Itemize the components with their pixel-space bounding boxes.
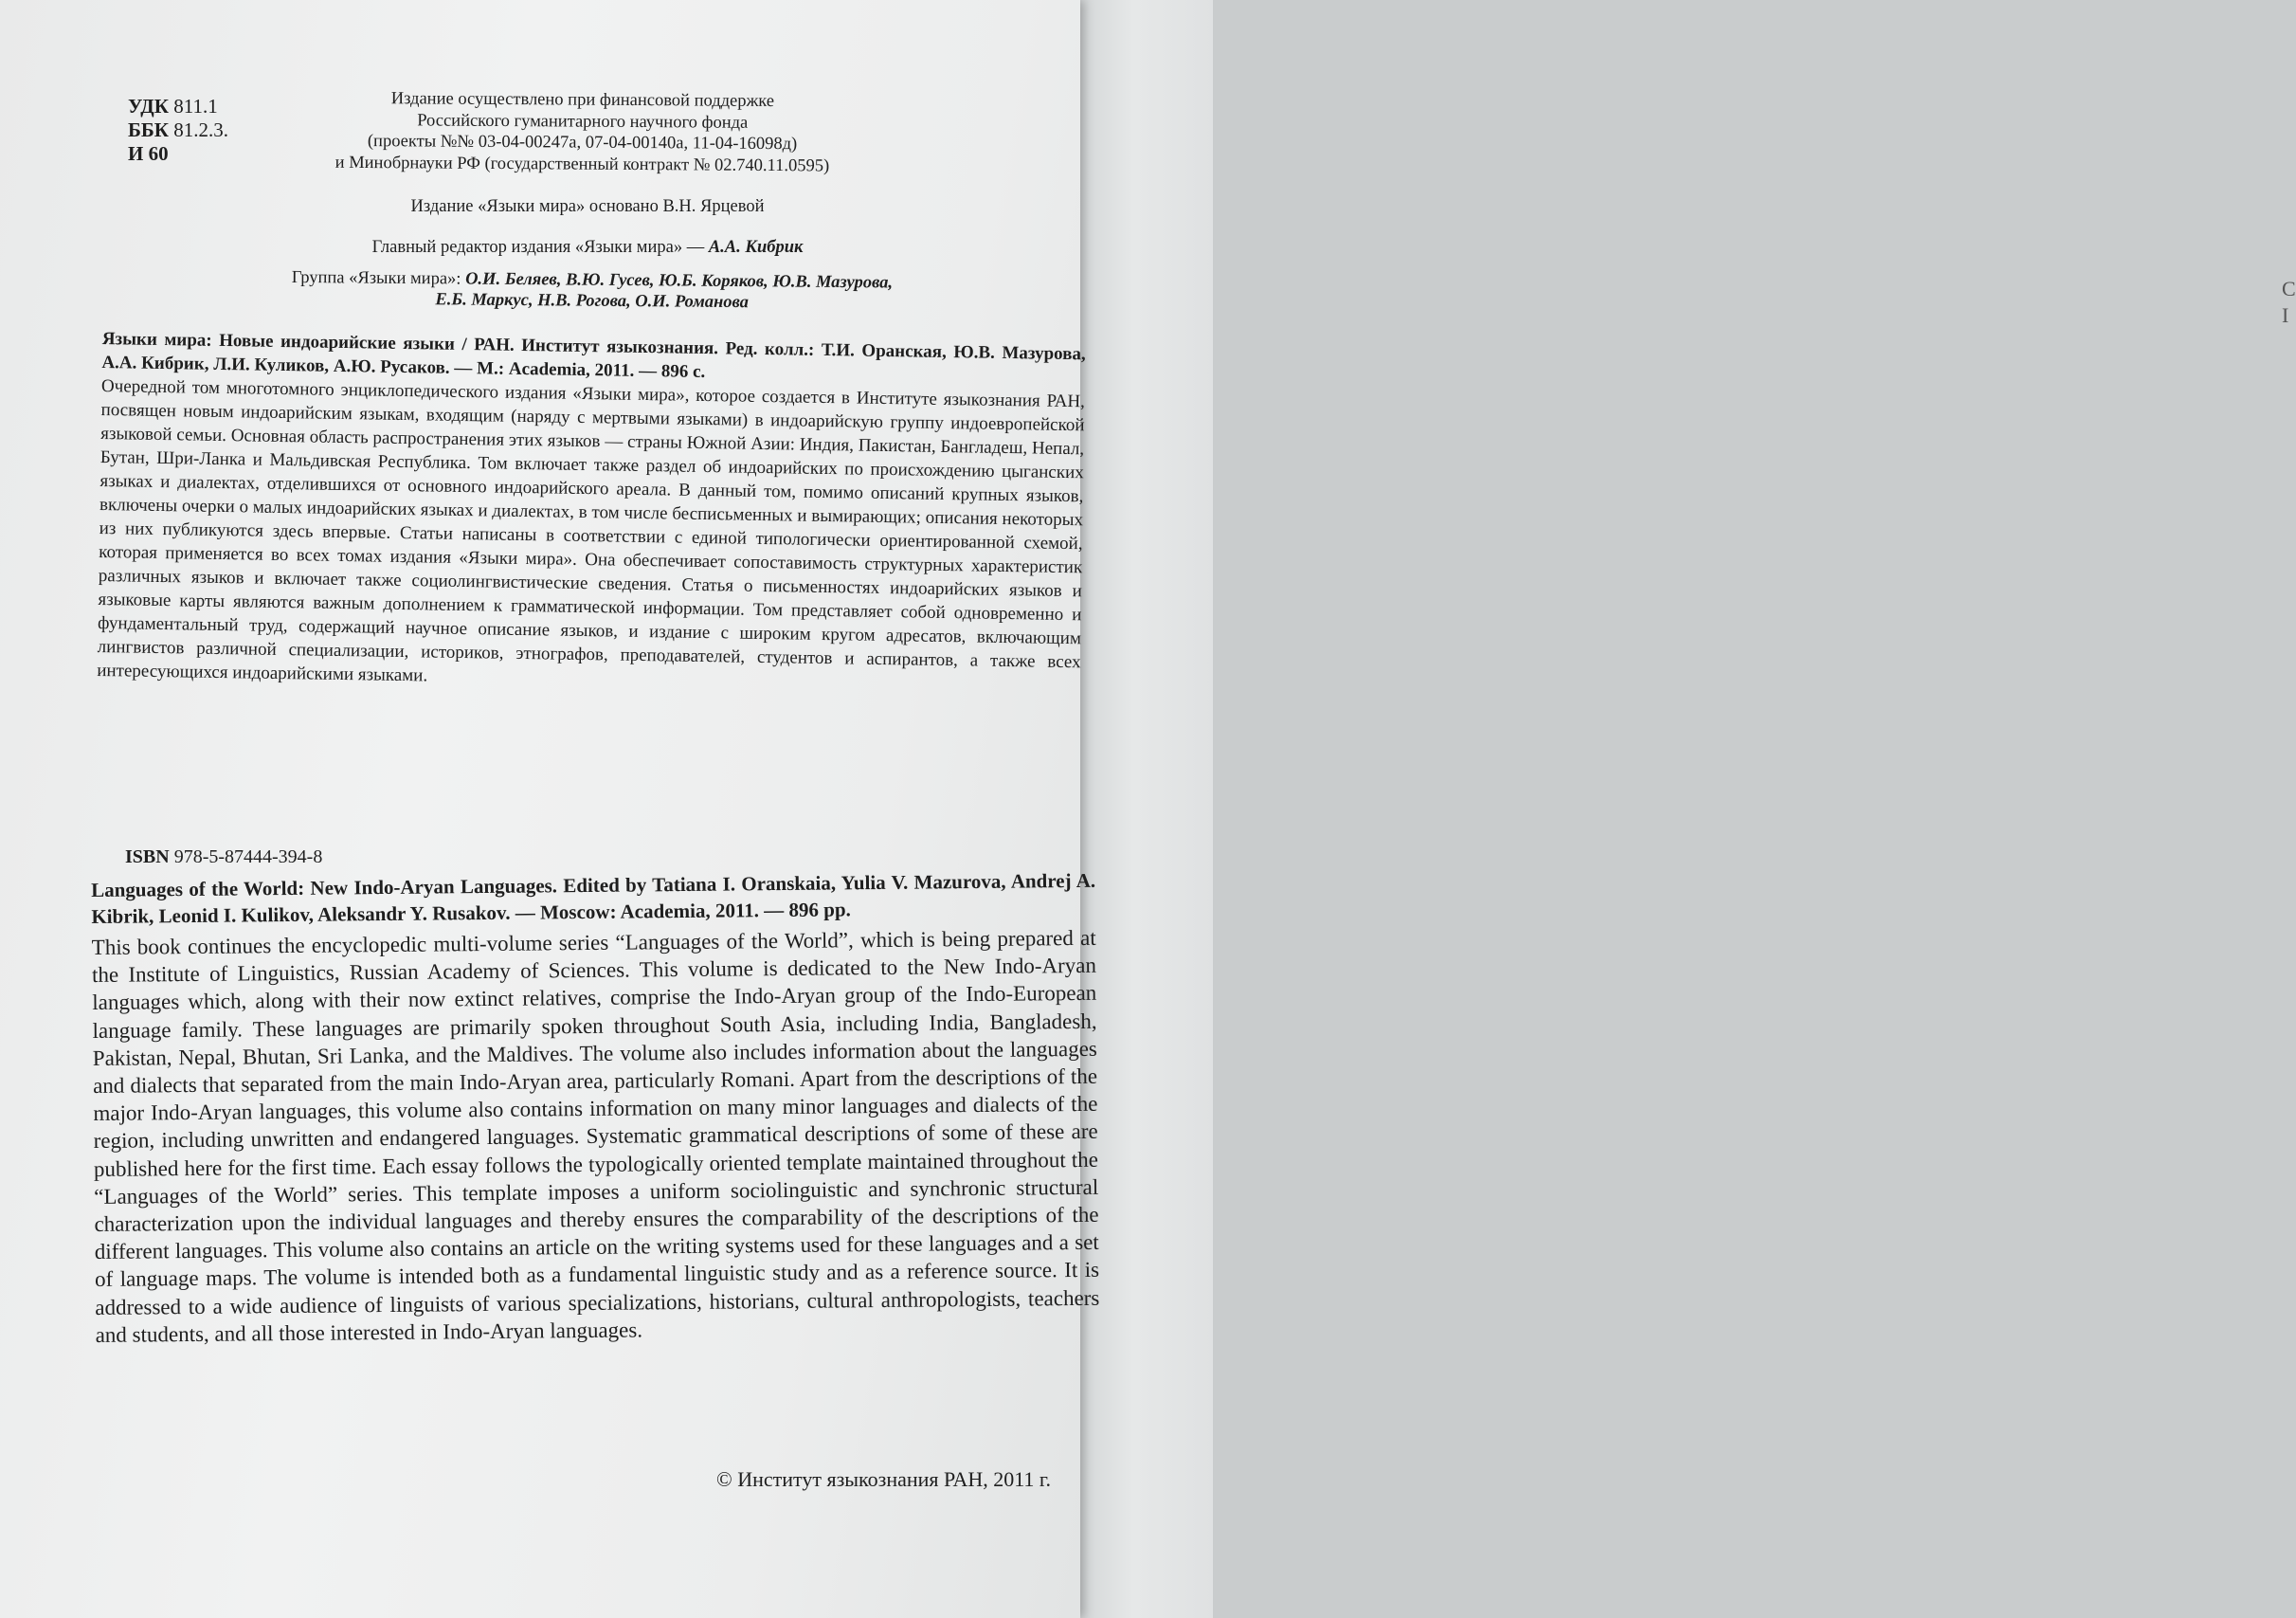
funding-line: и Минобрнауки РФ (государственный контракт № 02.740.11.0595)	[334, 153, 830, 175]
isbn-value: 978-5-87444-394-8	[173, 846, 323, 867]
funding-line: Издание осуществлено при финансовой поддержке	[390, 89, 775, 112]
bbk-line: ББК 81.2.3.	[128, 118, 228, 141]
funding-statement	[226, 87, 938, 177]
chief-editor-name: А.А. Кибрик	[708, 238, 804, 257]
english-abstract: This book continues the encyclopedic multi-volume series “Languages of the World”, which is being prepared at the Institute of Linguistics, Russian Academy of Sciences. This volume is dedicated to the New Indo-Aryan languages which, along with their now extinct relatives, comprise the Indo-Aryan group of the Indo-European language family. These languages are primarily spoken throughout South Asia, including India, Bangladesh, Pakistan, Nepal, Bhutan, Sri Lanka, and the Maldives. The volume also includes information about the languages and dialects that separated from the main Indo-Aryan area, particularly Romani. Apart from the descriptions of the major Indo-Aryan languages, this volume also contains information on many minor languages and dialects of the region, including unwritten and endangered languages. Systematic grammatical descriptions of some of these are published here for the first time. Each essay follows the typologically oriented template maintained throughout the “Languages of the World” series. This template imposes a uniform sociolinguistic and synchronic structural characterization upon the individual languages and thereby ensures the comparability of the descriptions of the different languages. This volume also contains an article on the writing systems used for these languages and a set of language maps. The volume is intended both as a fundamental linguistic study and as a reference source. It is addressed to a wide audience of linguists of various specializations, historians, cultural anthropologists, teachers and students, and all those interested in Indo-Aryan languages.	[91, 925, 1100, 1347]
funding-line: (проекты №№ 03-04-00247а, 07-04-00140а, 11-04-16098д)	[367, 132, 798, 155]
english-annotation	[91, 867, 1100, 1349]
adjacent-page-edge	[1080, 0, 2296, 1618]
english-bibliographic-heading: Languages of the World: New Indo-Aryan Languages. Edited by Tatiana I. Oranskaia, Yulia V. Mazurova, Andrej A. Kibrik, Leonid I. Kulikov, Aleksandr Y. Rusakov. — Moscow: Academia, 2011. — 896 pp.	[91, 868, 1096, 928]
copyright-notice: © Институт языкознания РАН, 2011 г.	[716, 1467, 1051, 1491]
chief-editor-line: Главный редактор издания «Языки мира» — А.А. Кибрик	[371, 238, 804, 257]
book-page	[0, 0, 1100, 1618]
edge-glyph: I	[2282, 303, 2289, 327]
editorial-group	[190, 266, 995, 315]
funding-line: Российского гуманитарного научного фонда	[417, 110, 749, 133]
russian-annotation	[97, 327, 1086, 698]
russian-abstract: Очередной том многотомного энциклопедического издания «Языки мира», которое создается в Институте языкознания РАН, посвящен новым индоарийским языкам, входящим (наряду с мертвыми языками) в индоарийскую группу индоевропейской языковой семьи. Основная область распространения этих языков — страны Южной Азии: Индия, Пакистан, Бангладеш, Непал, Бутан, Шри-Ланка и Мальдивская Республика. Том включает также раздел об индоарийских по происхождению цыганских языках и диалектах, отделившихся от основного индоарийского ареала. В данный том, помимо описаний крупных языков, включены очерки о малых индоарийских языках и диалектах, в том числе бесписьменных и вымирающих; описания некоторых из них публикуются здесь впервые. Статьи написаны в соответствии с единой типологически ориентированной схемой, которая применяется во всех томах издания «Языки мира». Она обеспечивает сопоставимость структурных характеристик различных языков и включает также социолингвистические сведения. Статья о письменностях индоарийских языков и языковые карты являются важным дополнением к грамматической информации. Том представляет собой одновременно и фундаментальный труд, содержащий научное описание языков, и издание с широким кругом адресатов, включающим лингвистов различной специализации, историков, этнографов, преподавателей, студентов и аспирантов, а также всех интересующихся индоарийскими языками.	[97, 375, 1086, 686]
edge-glyph: C	[2282, 277, 2296, 300]
classification-codes	[128, 95, 228, 166]
series-founded-line: Издание «Языки мира» основано В.Н. Ярцевой	[410, 197, 765, 216]
editorial-group-line: Группа «Языки мира»: О.И. Беляев, В.Ю. Гусев, Ю.Б. Коряков, Ю.В. Мазурова,	[291, 267, 894, 293]
editorial-group-names: О.И. Беляев, В.Ю. Гусев, Ю.Б. Коряков, Ю.В. Мазурова,	[465, 269, 894, 293]
isbn-label: ISBN	[125, 846, 170, 867]
editorial-group-names: Е.Б. Маркус, Н.В. Рогова, О.И. Романова	[435, 290, 750, 313]
author-mark-line: И 60	[128, 142, 169, 165]
udk-line: УДК 811.1	[128, 95, 218, 118]
isbn-line	[125, 846, 322, 868]
russian-bibliographic-heading: Языки мира: Новые индоарийские языки / РАН. Институт языкознания. Ред. колл.: Т.И. Оранская, Ю.В. Мазурова, А.А. Кибрик, Л.И. Куликов, А.Ю. Русаков. — М.: Academia, 2011. — 896 с.	[101, 328, 1086, 382]
